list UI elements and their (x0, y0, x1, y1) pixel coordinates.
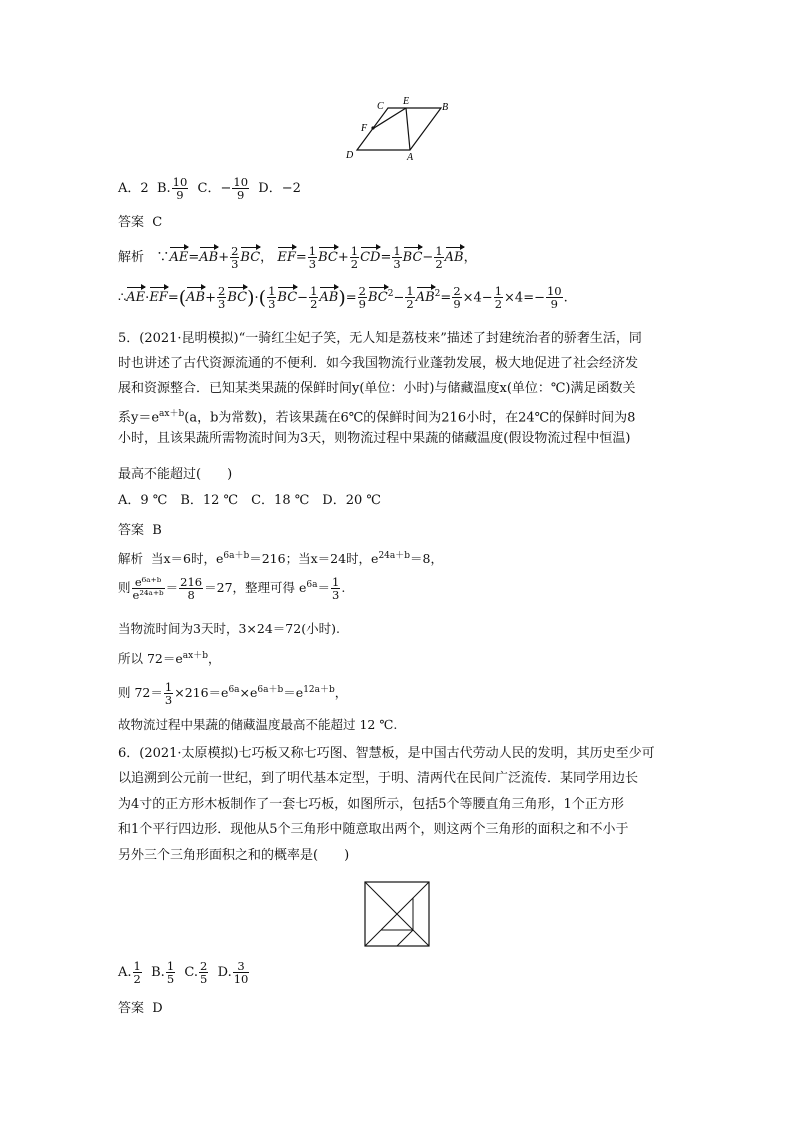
q5-line5: 小时，且该果蔬所需物流时间为3天，则物流过程中果蔬的储藏温度(假设物流过程中恒温) (118, 431, 631, 446)
segment-ae (406, 108, 410, 150)
q6-line4: 和1个平行四边形．现他从5个三角形中随意取出两个，则这两个三角形的面积之和不小于 (118, 822, 629, 837)
parallelogram-figure (340, 94, 460, 164)
q6-line1: 6．(2021·太原模拟)七巧板又称七巧图、智慧板，是中国古代劳动人民的发明，其历史至少可 (118, 746, 655, 761)
q5-solution-line3: 当物流时间为3天时，3×24＝72(小时). (118, 621, 340, 636)
q6-choices: A. $\frac{1}{2}$ B. $\frac{1}{5}$ C. $\frac{2}{5}$ D. $\frac{3}{10}$ (118, 959, 249, 986)
q5-line6: 最高不能超过( ) (118, 467, 233, 482)
q5-answer: 答案 B (118, 523, 162, 538)
q5-solution-line2: 则 $\frac{\text{e⁶ᵃ⁺ᵇ}}{\text{e²⁴ᵃ⁺ᵇ}}$ ＝ $\frac{216}{8}$ ＝27，整理可得 $e^{6a}=$ $\frac{1}{3}$ . (118, 575, 346, 603)
q5-line2: 时也讲述了古代资源流通的不便利．如今我国物流行业蓬勃发展，极大地促进了社会经济发 (118, 356, 639, 371)
q5-solution-line6: 故物流过程中果蔬的储藏温度最高不能超过 12 ℃. (118, 717, 398, 732)
q5-line3: 展和资源整合．已知某类果蔬的保鲜时间y(单位：小时)与储藏温度x(单位：℃)满足函数关 (118, 381, 636, 396)
parallelogram-shape (357, 108, 441, 150)
q4-solution-line2: ∴AE·EF=(AB+ $\frac{2}{3}$ BC)·( $\frac{1}{3}$ BC− $\frac{1}{2}$ AB)= $\frac{2}{9}$ $BC^2-$ $\frac{1}{2}$ $AB^2=$ $\frac{2}{9}$ ×4− $\frac{1}{2}$ ×4=− $\frac{10}{9}$ . (118, 284, 568, 312)
q4-choices: A．2 B. $\frac{10}{9}$ C．− $\frac{10}{9}$ D．−2 (118, 175, 301, 202)
point-f (371, 126, 374, 129)
q6-line2: 以追溯到公元前一世纪，到了明代基本定型，于明、清两代在民间广泛流传．某同学用边长 (118, 771, 639, 786)
label-d: D (346, 150, 354, 161)
tangram-figure (364, 881, 430, 947)
label-f: F (361, 123, 368, 134)
q5-line1: 5．(2021·昆明模拟)“一骑红尘妃子笑，无人知是荔枝来”描述了封建统治者的骄奢生活，同 (118, 331, 642, 346)
q6-answer: 答案 D (118, 1001, 163, 1016)
q5-line4: 系$y=e^{ax+b}(a$，b为常数)，若该果蔬在6℃的保鲜时间为216小时，在24℃的保鲜时间为8 (118, 409, 636, 426)
q4-answer: 答案 C (118, 215, 163, 230)
q5-solution-line5: 则 72＝ $\frac{1}{3}$ $\times 216=e^{6a}\times e^{6a+b}=e^{12a+b}$， (118, 680, 348, 708)
q5-solution-line4: 所以 $72=e^{ax+b}$， (118, 651, 221, 667)
q5-solution-line1: 解析 当x＝6时，$e^{6a+b}=216$；当x＝24时，$e^{24a+b}=8$， (118, 551, 443, 567)
q6-line3: 为4寸的正方形木板制作了一套七巧板，如图所示，包括5个等腰直角三角形，1个正方形 (118, 797, 624, 812)
label-e: E (403, 96, 410, 107)
label-b: B (442, 102, 449, 113)
q5-choices: A．9 ℃ B．12 ℃ C．18 ℃ D．20 ℃ (118, 493, 381, 508)
label-a: A (407, 152, 414, 163)
q4-solution-line1: 解析 ∵AE=AB+ $\frac{2}{3}$ BC， EF= $\frac{1}{3}$ BC+ $\frac{1}{2}$ CD= $\frac{1}{3}$ BC− $\frac{1}{2}$ AB， (118, 244, 477, 271)
label-c: C (377, 101, 384, 112)
q6-line5: 另外三个三角形面积之和的概率是( ) (118, 848, 350, 863)
